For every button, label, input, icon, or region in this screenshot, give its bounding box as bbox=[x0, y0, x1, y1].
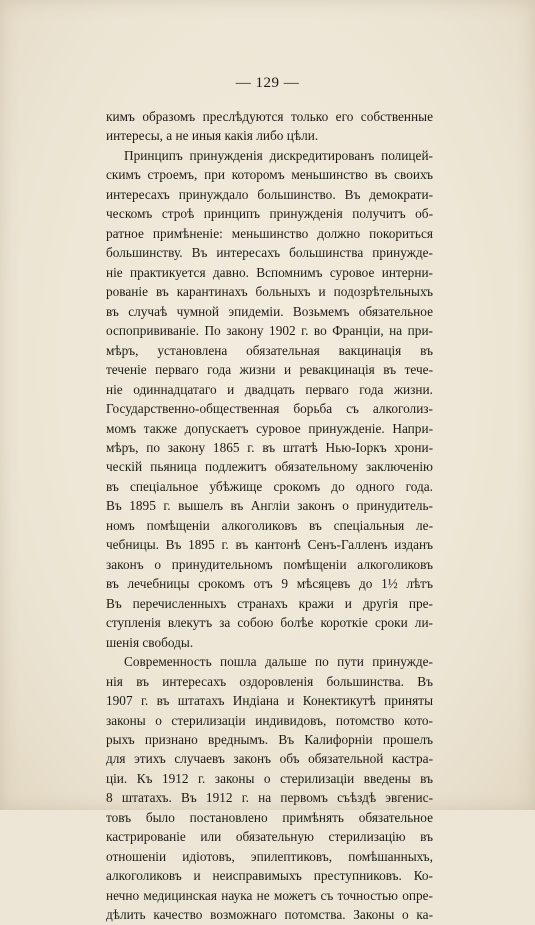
text-line: ратное примѣненіе: меньшинство должно покориться bbox=[106, 225, 433, 241]
text-line: 1907 г. въ штатахъ Индіана и Конектикутѣ приняты bbox=[106, 693, 433, 709]
text-line: мѣръ, установлена обязательная вакцинація въ bbox=[106, 342, 433, 358]
text-line: ческій пьяница подлежитъ обязательному заключенію bbox=[106, 459, 433, 475]
text-line: ніе одиннадцатаго и двадцать перваго года жизни. bbox=[106, 381, 433, 397]
text-line: въ лечебницы срокомъ отъ 9 мѣсяцевъ до 1½ лѣтъ bbox=[106, 576, 433, 592]
text-line: законы о стерилизаціи индивидовъ, потомство кото- bbox=[106, 712, 433, 728]
text-line: Принципъ принужденія дискредитированъ полицей- bbox=[124, 147, 433, 163]
text-line: чебницы. Въ 1895 г. въ кантонѣ Сенъ-Галленъ изданъ bbox=[106, 537, 433, 553]
text-line: Государственно-общественная борьба съ алкоголиз- bbox=[106, 401, 433, 417]
text-line: момъ также допускаетъ суровое принужденіе. Напри- bbox=[106, 420, 433, 436]
text-line: большинству. Въ интересахъ большинства принужде- bbox=[106, 245, 433, 261]
text-line: кастрированіе или обязательную стерилизацію въ bbox=[106, 829, 433, 845]
text-line: интересы, а не иныя какія либо цѣли. bbox=[106, 128, 319, 144]
text-line: нечно медицинская наука не можетъ съ точностью опре- bbox=[106, 887, 433, 903]
text-line: Въ 1895 г. вышелъ въ Англіи законъ о принудитель- bbox=[106, 498, 433, 514]
text-line: законъ о принудительномъ помѣщеніи алкоголиковъ bbox=[106, 556, 433, 572]
text-line: дѣлить качество возможнаго потомства. Законы о ка- bbox=[106, 907, 433, 923]
page-number: — 129 — bbox=[235, 75, 300, 91]
text-line: алкоголиковъ и неисправимыхъ преступниковъ. Ко- bbox=[106, 868, 433, 884]
text-line: 8 штатахъ. Въ 1912 г. на первомъ съѣздѣ эвгенис- bbox=[106, 790, 433, 806]
text-line: мѣръ, по закону 1865 г. въ штатѣ Нью-Іоркъ хрони- bbox=[106, 439, 433, 455]
text-line: ніе практикуется давно. Вспомнимъ суровое интерни- bbox=[106, 264, 433, 280]
text-line: интересахъ принуждало большинство. Въ демократи- bbox=[106, 186, 433, 202]
text-line: рыхъ признано вреднымъ. Въ Калифорніи прошелъ bbox=[106, 732, 433, 747]
text-line: отношеніи идіотовъ, эпилептиковъ, помѣшанныхъ, bbox=[106, 848, 433, 864]
text-line: оспопрививаніе. По закону 1902 г. во Франціи, на при- bbox=[106, 323, 433, 339]
text-line: кимъ образомъ преслѣдуются только его собственные bbox=[106, 109, 433, 124]
text-line: ціи. Къ 1912 г. законы о стерилизаціи введены въ bbox=[106, 770, 433, 786]
text-line: въ случаѣ чумной эпидеміи. Возьмемъ обязательное bbox=[106, 303, 433, 319]
text-line: ческомъ строѣ принципъ принужденія получитъ об- bbox=[106, 206, 433, 222]
text-line: рованіе въ карантинахъ больныхъ и подозрѣтельныхъ bbox=[106, 284, 433, 300]
text-line: теченіе перваго года жизни и ревакцинація въ тече- bbox=[106, 362, 433, 378]
text-line: въ спеціальное убѣжище срокомъ до одного года. bbox=[106, 478, 433, 494]
body-text bbox=[106, 107, 433, 925]
text-line: товъ было постановлено примѣнять обязательное bbox=[106, 809, 433, 825]
text-line: ступленія влекутъ за собою болѣе короткіе сроки ли- bbox=[106, 615, 433, 631]
text-line: Современность пошла дальше по пути принужде- bbox=[124, 654, 433, 670]
text-line: шенія свободы. bbox=[106, 634, 194, 650]
text-line: нія въ интересахъ оздоровленія большинства. Въ bbox=[106, 673, 433, 689]
text-line: скимъ строемъ, при которомъ меньшинство въ своихъ bbox=[106, 167, 433, 183]
text-line: Въ перечисленныхъ странахъ кражи и другія пре- bbox=[106, 595, 433, 611]
text-line: номъ помѣщеніи алкоголиковъ въ спеціальныя ле- bbox=[106, 517, 433, 533]
text-line: для этихъ случаевъ законъ объ обязательной кастра- bbox=[106, 751, 433, 767]
